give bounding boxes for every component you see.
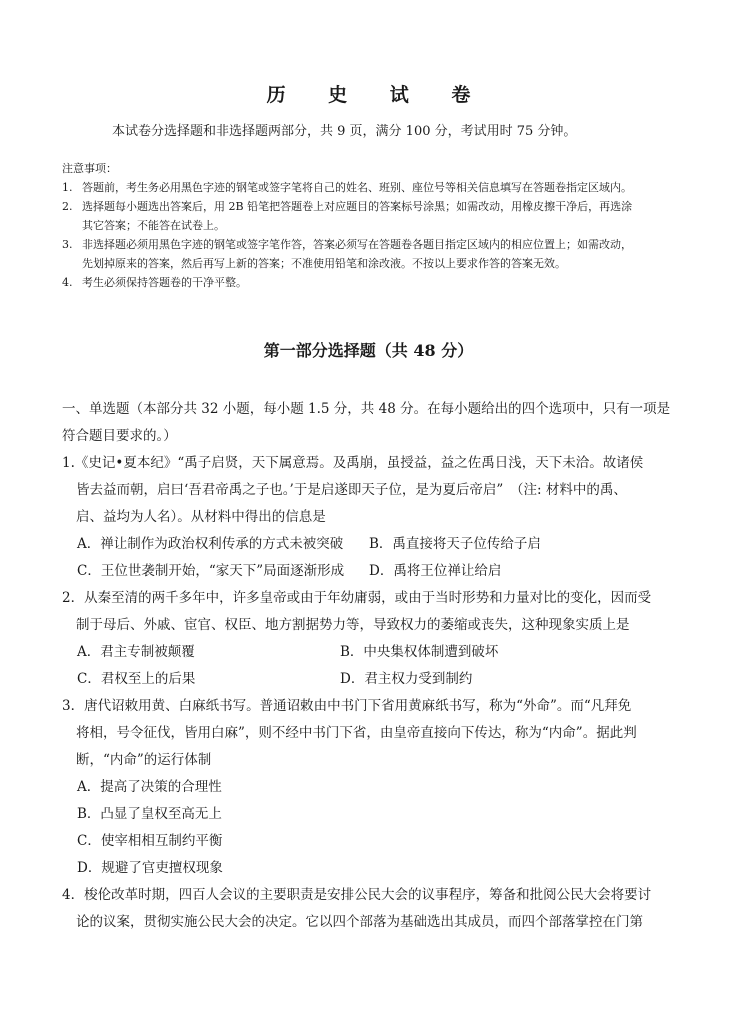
option-b: B．中央集权体制遭到破坏 [340,644,499,660]
question-3 [62,693,682,882]
option-a: A．禅让制作为政治权利传承的方式未被突破 [77,536,344,552]
option-a: A．君主专制被颠覆 [77,644,195,660]
option-b: B．禹直接将天子位传给子启 [369,536,541,552]
options-row [62,666,682,693]
option-c: C．王位世袭制开始，“家天下”局面逐渐形成 [77,563,345,579]
question-2 [62,585,682,693]
exam-intro: 本试卷分选择题和非选择题两部分，共 9 页，满分 100 分，考试用时 75 分钟。 [112,124,577,139]
question-stem: 论的议案，贯彻实施公民大会的决定。它以四个部落为基础选出其成员，而四个部落掌控在门第 [76,914,643,930]
note-item [62,178,682,197]
question-stem: 启、益均为人名）。从材料中得出的信息是 [76,509,326,525]
question-stem: 4．梭伦改革时期，四百人会议的主要职责是安排公民大会的议事程序，筹备和批阅公民大会将要讨 [62,887,652,903]
question-stem: 断，“内命”的运行体制 [76,752,212,768]
option-d: D．君主权力受到制约 [340,671,473,687]
note-number: 4. [62,276,73,289]
option-c: C．君权至上的后果 [77,671,196,687]
page-title: 历 史 试 卷 [266,84,489,106]
note-item [62,273,682,292]
note-item [62,197,682,235]
note-text: 答题前，考生务必用黑色字迹的钢笔或签字笔将自己的姓名、班别、座位号等相关信息填写在答题卷指定区域内。 [82,181,632,194]
question-stem: 将相，号令征伐，皆用白麻”，则不经中书门下省，由皇帝直接向下传达，称为“内命”。据此判 [76,725,637,741]
part-intro: 一、单选题（本部分共 32 小题，每小题 1.5 分，共 48 分。在每小题给出的四个选项中，只有一项是 [62,401,671,417]
part-intro: 符合题目要求的。） [62,428,177,444]
section-title: 第一部分选择题（共 48 分） [263,341,474,360]
note-number: 1. [62,181,73,194]
options-row [62,558,682,585]
question-stem: 制于母后、外戚、宦官、权臣、地方割据势力等，导致权力的萎缩或丧失，这种现象实质上是 [76,617,630,633]
note-text: 选择题每小题选出答案后，用 2B 铅笔把答题卷上对应题目的答案标号涂黑；如需改动，用橡皮擦干净后，再选涂 [82,200,633,213]
option-a: A．提高了决策的合理性 [77,779,222,795]
question-stem: 2．从秦至清的两千多年中，许多皇帝或由于年幼庸弱，或由于当时形势和力量对比的变化，因而受 [62,590,652,606]
note-text: 非选择题必须用黑色字迹的钢笔或签字笔作答，答案必须写在答题卷各题目指定区域内的相应位置上；如需改动， [82,238,632,251]
note-text: 其它答案；不能答在试卷上。 [82,219,225,232]
notes-section [62,160,682,292]
option-d: D．规避了官吏擅权现象 [77,860,223,876]
options-row [62,639,682,666]
option-b: B．凸显了皇权至高无上 [77,806,222,822]
note-number: 3. [62,238,73,251]
question-1 [62,450,682,585]
question-stem: 3．唐代诏敕用黄、白麻纸书写。普通诏敕由中书门下省用黄麻纸书写，称为“外命”。而“凡拜免 [62,698,632,714]
options-row [62,531,682,558]
notes-heading: 注意事项： [62,162,117,175]
note-text: 先划掉原来的答案，然后再写上新的答案；不准使用铅笔和涂改液。不按以上要求作答的答案无效。 [82,257,566,270]
questions-section [62,396,682,936]
option-c: C．使宰相相互制约平衡 [77,833,223,849]
note-text: 考生必须保持答题卷的干净平整。 [82,276,247,289]
question-4 [62,882,682,936]
question-stem: 皆去益而朝，启曰‘吾君帝禹之子也。’于是启遂即天子位，是为夏后帝启” （注: 材料中的禹、 [76,482,627,498]
option-d: D．禹将王位禅让给启 [369,563,502,579]
note-item [62,235,682,273]
note-number: 2. [62,200,73,213]
question-stem: 1.《史记•夏本纪》“禹子启贤，天下属意焉。及禹崩，虽授益，益之佐禹日浅，天下未洽。故诸侯 [62,455,644,471]
